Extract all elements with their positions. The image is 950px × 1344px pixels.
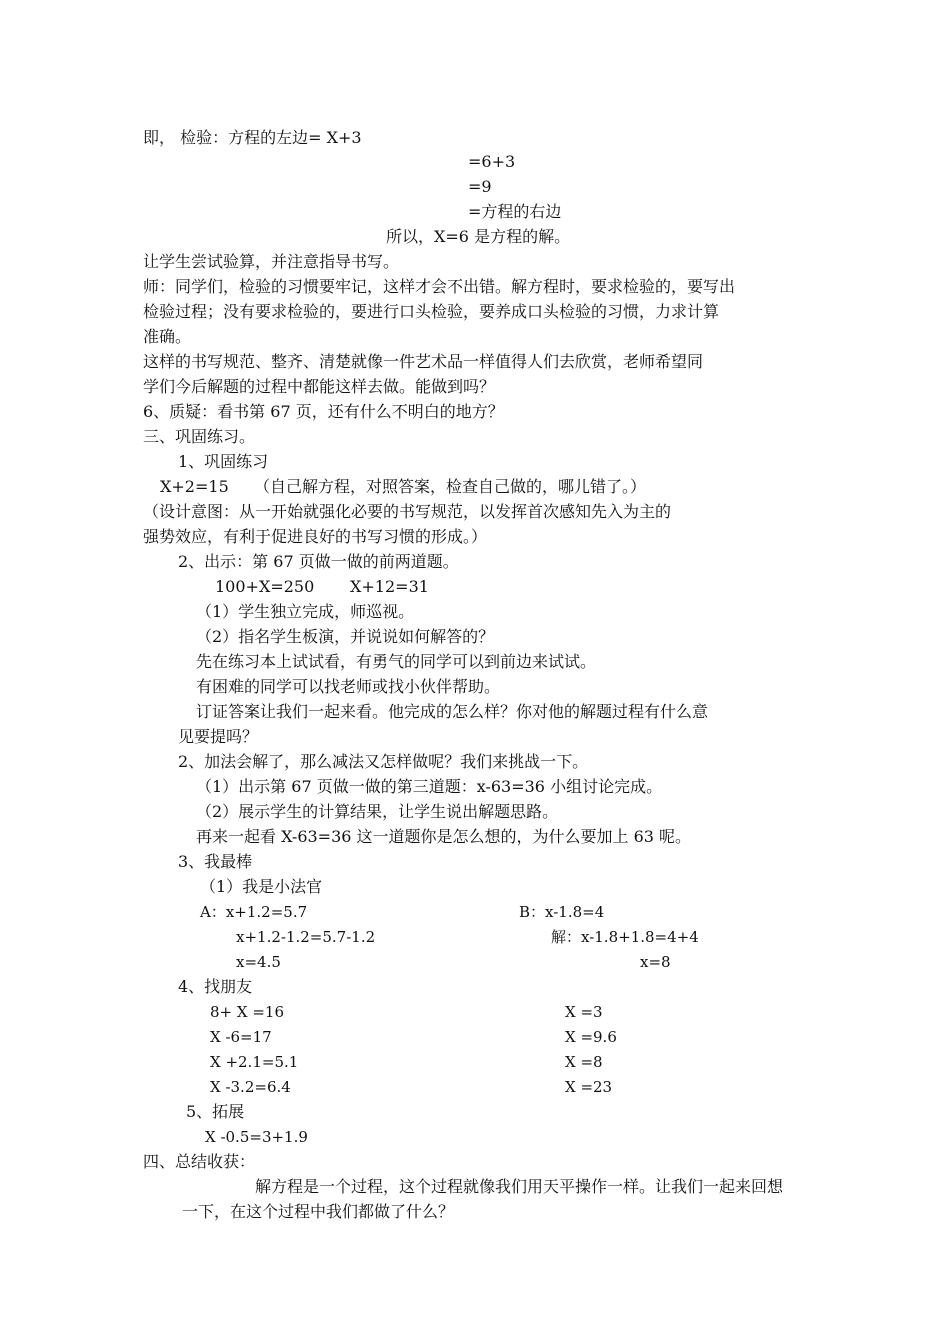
- paragraph-line: 这样的书写规范、整齐、清楚就像一件艺术品一样值得人们去欣赏，老师希望同: [143, 352, 704, 371]
- equation: x=8: [640, 953, 671, 971]
- equation: X +2.1=5.1: [210, 1053, 299, 1071]
- equation: 8+ X =16: [210, 1003, 284, 1021]
- subsection-heading: 1、巩固练习: [178, 452, 269, 471]
- paragraph-line: （1）学生独立完成，师巡视。: [196, 602, 415, 621]
- equation: x+1.2-1.2=5.7-1.2: [236, 928, 376, 946]
- subsection-heading: 2、出示：第 67 页做一做的前两道题。: [178, 552, 459, 571]
- paragraph-line: （自己解方程，对照答案，检查自己做的，哪儿错了。）: [254, 477, 647, 496]
- paragraph-line: 师：同学们，检验的习惯要牢记，这样才会不出错。解方程时，要求检验的，要写出: [143, 277, 736, 296]
- check-line-1: 即， 检验：方程的左边= X+3: [143, 128, 362, 147]
- subsection-heading: 3、我最棒: [178, 852, 253, 871]
- equation: X -3.2=6.4: [210, 1078, 291, 1096]
- paragraph-line: 再来一起看 X-63=36 这一道题你是怎么想的，为什么要加上 63 呢。: [196, 827, 692, 846]
- subsection-heading: 4、找朋友: [178, 977, 253, 996]
- equation: X+2=15: [160, 477, 229, 496]
- answer: X =3: [565, 1003, 603, 1021]
- paragraph-line: （1）出示第 67 页做一做的第三道题：x-63=36 小组讨论完成。: [196, 777, 663, 796]
- paragraph-line: 准确。: [143, 327, 192, 346]
- design-note: 强势效应，有利于促进良好的书写习惯的形成。）: [143, 527, 488, 546]
- equation: 100+X=250: [215, 577, 315, 596]
- subsection-heading: 5、拓展: [186, 1102, 245, 1121]
- design-note: （设计意图：从一开始就强化必要的书写规范，以发挥首次感知先入为主的: [143, 502, 672, 521]
- paragraph-line: 订证答案让我们一起来看。他完成的怎么样？你对他的解题过程有什么意: [196, 702, 709, 721]
- paragraph-line: （1）我是小法官: [200, 877, 323, 896]
- section-heading: 四、总结收获：: [143, 1152, 256, 1171]
- equation: X -6=17: [210, 1028, 272, 1046]
- paragraph-line: 一下，在这个过程中我们都做了什么？: [182, 1202, 455, 1221]
- paragraph-line: 让学生尝试验算，并注意指导书写。: [143, 252, 400, 271]
- section-item: 6、质疑：看书第 67 页，还有什么不明白的地方？: [143, 402, 504, 421]
- equation: X+12=31: [350, 577, 429, 596]
- paragraph-line: 解方程是一个过程，这个过程就像我们用天平操作一样。让我们一起来回想: [255, 1177, 784, 1196]
- subsection-heading: 2、加法会解了，那么减法又怎样做呢？我们来挑战一下。: [178, 752, 589, 771]
- paragraph-line: 见要提吗？: [178, 727, 259, 746]
- equation: X -0.5=3+1.9: [205, 1128, 308, 1146]
- equation: B：x-1.8=4: [519, 903, 605, 921]
- paragraph-line: （2）展示学生的计算结果，让学生说出解题思路。: [196, 802, 559, 821]
- paragraph-line: 检验过程；没有要求检验的，要进行口头检验，要养成口头检验的习惯，力求计算: [143, 302, 720, 321]
- section-heading: 三、巩固练习。: [143, 427, 256, 446]
- check-line-2: =6+3: [468, 152, 516, 171]
- paragraph-line: 先在练习本上试试看，有勇气的同学可以到前边来试试。: [196, 652, 597, 671]
- answer: X =9.6: [565, 1028, 617, 1046]
- equation: A：x+1.2=5.7: [200, 903, 308, 921]
- answer: X =23: [565, 1078, 613, 1096]
- check-line-3: =9: [468, 177, 492, 196]
- check-conclusion: 所以，X=6 是方程的解。: [386, 227, 571, 246]
- answer: X =8: [565, 1053, 603, 1071]
- equation: x=4.5: [236, 953, 281, 971]
- check-line-4: =方程的右边: [468, 202, 562, 221]
- paragraph-line: 学们今后解题的过程中都能这样去做。能做到吗？: [143, 377, 496, 396]
- equation: 解：x-1.8+1.8=4+4: [551, 928, 699, 946]
- paragraph-line: （2）指名学生板演，并说说如何解答的？: [196, 627, 495, 646]
- paragraph-line: 有困难的同学可以找老师或找小伙伴帮助。: [196, 677, 501, 696]
